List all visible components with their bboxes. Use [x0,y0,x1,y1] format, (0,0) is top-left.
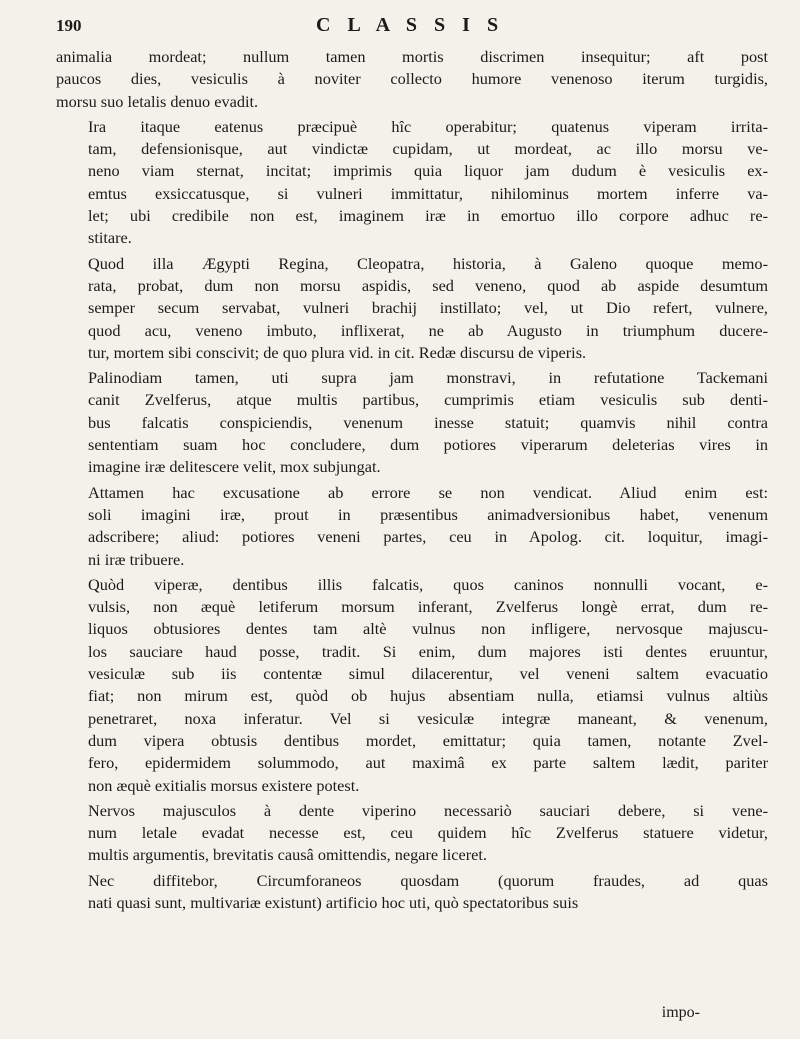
text-line: adscribere; aliud: potiores veneni partes, ceu in Apolog. cit. loquitur, imagi- [88,527,768,547]
text-line: Ira itaque eatenus præcipuè hîc operabitur; quatenus viperam irrita- [88,116,768,136]
text-line: los sauciare haud posse, tradit. Si enim, dum majores isti dentes eruuntur, [88,641,768,661]
text-line: emtus exsiccatusque, si vulneri immittatur, nihilominus mortem inferre va- [88,183,768,203]
text-line: vulsis, non æquè letiferum morsum inferant, Zvelferus longè errat, dum re- [88,597,768,617]
page-header [56,14,768,42]
text-line: num letale evadat necesse est, ceu quidem hîc Zvelferus statuere videtur, [88,823,768,843]
text-line: semper secum servabat, vulneri brachij instillato; vel, ut Dio refert, vulnere, [88,298,768,318]
text-line: non æquè exitialis morsus existere potest. [88,775,360,795]
text-line: tam, defensionisque, aut vindictæ cupidam, ut mordeat, ac illo morsu ve- [88,139,768,159]
paragraph [56,482,768,571]
text-line: tur, mortem sibi conscivit; de quo plura vid. in cit. Redæ discursu de viperis. [88,342,587,362]
text-line: quod acu, veneno imbuto, inflixerat, ne ab Augusto in triumphum ducere- [88,320,768,340]
text-line: Quòd viperæ, dentibus illis falcatis, quos caninos nonnulli vocant, e- [88,574,768,594]
text-line: stitare. [88,228,132,248]
text-line: multis argumentis, brevitatis causâ omittendis, negare liceret. [88,845,487,865]
text-line: imagine iræ delitescere velit, mox subjungat. [88,457,381,477]
text-line: canit Zvelferus, atque multis partibus, cumprimis etiam vesiculis sub denti- [88,390,768,410]
text-line: neno viam sternat, incitat; imprimis quia liquor jam dudum è vesiculis ex- [88,161,768,181]
text-line: paucos dies, vesiculis à noviter collecto humore venenoso iterum turgidis, [56,69,768,89]
paragraph [56,870,768,915]
text-line: ni iræ tribuere. [88,549,185,569]
paragraph [56,367,768,478]
text-line: dum vipera obtusis dentibus mordet, emittatur; quia tamen, notante Zvel- [88,730,768,750]
text-line: liquos obtusiores dentes tam altè vulnus non infligere, nervosque majuscu- [88,619,768,639]
text-line: Nervos majusculos à dente viperino necessariò sauciari debere, si vene- [88,800,768,820]
text-line: fero, epidermidem solummodo, aut maximâ ex parte saltem lædit, pariter [88,753,768,773]
text-line: Nec diffitebor, Circumforaneos quosdam (quorum fraudes, ad quas [88,870,768,890]
text-line: Attamen hac excusatione ab errore se non vendicat. Aliud enim est: [88,482,768,502]
text-line: let; ubi credibile non est, imaginem iræ in emortuo illo corpore adhuc re- [88,206,768,226]
running-title: C L A S S I S [316,14,505,36]
text-line: animalia mordeat; nullum tamen mortis discrimen insequitur; aft post [56,47,768,66]
text-line: fiat; non mirum est, quòd ob hujus absentiam nulla, etiamsi vulnus altiùs [88,686,768,706]
paragraph [56,116,768,250]
text-line: Quod illa Ægypti Regina, Cleopatra, historia, à Galeno quoque memo- [88,253,768,273]
text-line: bus falcatis conspiciendis, venenum inesse statuit; quamvis nihil contra [88,412,768,432]
catchword: impo- [661,1004,700,1021]
text-line: vesiculæ sub iis contentæ simul dilacerentur, vel veneni saltem evacuatio [88,664,768,684]
text-line: rata, probat, dum non morsu aspidis, sed veneno, quod ab aspide desumtum [88,275,768,295]
text-line: Palinodiam tamen, uti supra jam monstravi, in refutatione Tackemani [88,368,768,388]
paragraph [56,800,768,867]
text-line: nati quasi sunt, multivariæ existunt) artificio hoc uti, quò spectatoribus suis [88,892,579,912]
body-text [56,46,768,914]
text-line: sententiam suam hoc concludere, dum potiores viperarum deleterias vires in [88,435,768,455]
page-number: 190 [56,16,82,35]
paragraph [56,46,768,113]
text-line: soli imagini iræ, prout in præsentibus animadversionibus habet, venenum [88,504,768,524]
text-line: morsu suo letalis denuo evadit. [56,91,259,111]
paragraph [56,253,768,364]
paragraph [56,574,768,797]
text-line: penetraret, noxa inferatur. Vel si vesiculæ integræ maneant, & venenum, [88,708,768,728]
